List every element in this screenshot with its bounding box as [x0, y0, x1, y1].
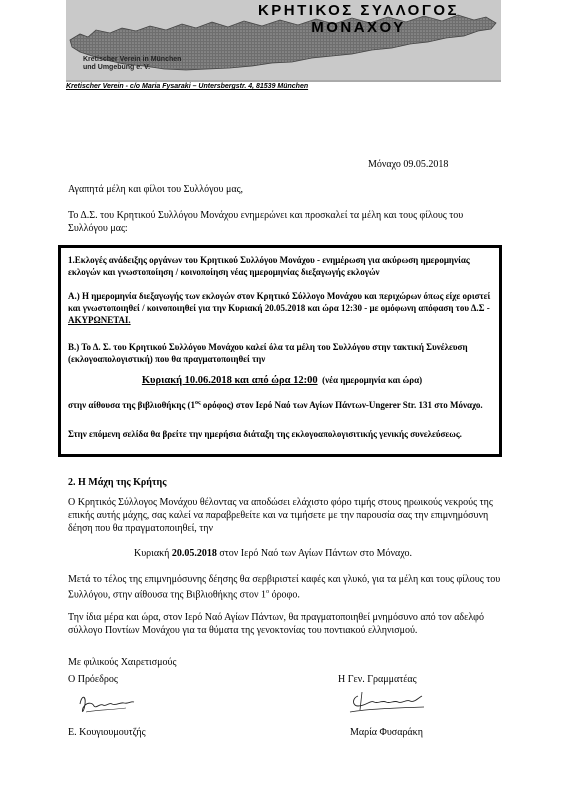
section-2-title: 2. Η Μάχη της Κρήτης — [68, 477, 167, 488]
president-signature-icon — [76, 690, 136, 720]
header-banner — [66, 0, 501, 82]
new-date-line — [68, 374, 496, 387]
memorial-date: 20.05.2018 — [171, 548, 217, 559]
meeting-place-part-1: στην αίθουσα της βιβλιοθήκης (1 — [68, 400, 196, 410]
box-heading: 1.Εκλογές ανάδειξης οργάνων του Κρητικού Συλλόγου Μονάχου - ενημέρωση για ακύρωση ημερομηνίας εκλογών και γνωστοποίηση / κοινοποίηση νέας ημερομηνίας διεξαγωγής εκλογών — [68, 255, 470, 277]
closing-greeting: Με φιλικούς Χαιρετισμούς — [68, 657, 177, 668]
association-subtitle — [83, 56, 181, 72]
section-2-date-line — [134, 547, 412, 560]
new-date: Κυριακή 10.06.2018 και από ώρα 12:00 — [141, 375, 318, 386]
date-line-place: στον Ιερό Ναό των Αγίων Πάντων στο Μόναχο. — [216, 548, 412, 559]
cancel-label: ΑΚΥΡΩΝΕΤΑΙ. — [68, 315, 131, 325]
sender-address: Kretischer Verein - c/o Maria Fysaraki – Untersbergstr. 4, 81539 München — [66, 83, 309, 90]
date-line-day: Κυριακή — [134, 548, 172, 559]
subtitle-line-2: und Umgebung e. V. — [83, 64, 151, 71]
notice-a — [68, 290, 496, 326]
president-name: Ε. Κουγιουμουτζής — [68, 727, 146, 738]
subtitle-line-1: Kretischer Verein in München — [83, 56, 182, 63]
secretary-role: Η Γεν. Γραμματέας — [338, 674, 417, 685]
intro-paragraph: Το Δ.Σ. του Κρητικού Συλλόγου Μονάχου ενημερώνει και προσκαλεί τα μέλη και τους φίλους του Συλλόγου μας: — [68, 210, 464, 234]
paragraph-3-end: όροφο. — [269, 589, 300, 601]
letter-date: Μόναχο 09.05.2018 — [368, 159, 449, 170]
president-role: Ο Πρόεδρος — [68, 674, 118, 685]
secretary-signature-icon — [344, 688, 426, 722]
next-page-note: Στην επόμενη σελίδα θα βρείτε την ημερήσια διάταξη της εκλογοαπολογισιτικής γενικής συνελεύσεως. — [68, 429, 462, 439]
association-title: ΚΡΗΤΙΚΟΣ ΣΥΛΛΟΓΟΣ ΜΟΝΑΧΟΥ — [257, 2, 460, 36]
election-notice-box — [58, 245, 502, 457]
notice-b: Β.) Το Δ. Σ. του Κρητικού Συλλόγου Μονάχου καλεί όλα τα μέλη του Συλλόγου στην τακτική Συνέλευση (εκλογοαπολογιστική) που θα πραγματοποιηθεί την — [68, 342, 468, 364]
greeting: Αγαπητά μέλη και φίλοι του Συλλόγου μας, — [68, 184, 244, 195]
floor-superscript-2: ο — [266, 589, 270, 595]
secretary-name: Μαρία Φυσαράκη — [350, 727, 423, 738]
new-date-note: (νέα ημερομηνία και ώρα) — [322, 375, 423, 385]
section-2-paragraph-1: Ο Κρητικός Σύλλογος Μονάχου θέλοντας να αποδώσει ελάχιστο φόρο τιμής στους ηρωικούς νεκρούς της επικής αυτής μάχης, σας καλεί να παραβρεθείτε και να τιμήσετε με την παρουσία σας την επιμνημόσυνη δέηση που θα πραγματοποιηθεί, την — [68, 497, 493, 534]
meeting-place-part-2: ορόφος) στον Ιερό Ναό των Αγίων Πάντων-Ungerer Str. 131 στο Μόναχο. — [200, 400, 483, 410]
floor-superscript: ος — [195, 400, 201, 406]
section-2-paragraph-3 — [68, 573, 510, 601]
meeting-place — [68, 397, 496, 411]
section-2-paragraph-4: Την ίδια μέρα και ώρα, στον Ιερό Ναό Αγίων Πάντων, θα πραγματοποιηθεί μνημόσυνο από τον αδελφό σύλλογο Ποντίων Μονάχου για τα θύματα της γενοκτονίας του ποντιακού ελληνισμού. — [68, 612, 484, 636]
paragraph-3-text: Μετά το τέλος της επιμνημόσυνης δέησης θα σερβιριστεί καφές και γλυκό, για τα μέλη και τους φίλους του Συλλόγου, στην αίθουσα της Βιβλιοθήκης στον 1 — [68, 574, 501, 601]
notice-a-text: Α.) Η ημερομηνία διεξαγωγής των εκλογών στον Κρητικό Σύλλογο Μονάχου και περιχώρων όπως είχε οριστεί και γνωστοποιηθεί / κοινοποιηθεί για την Κυριακή 20.05.2018 και ώρα 12:30 - με ομόφωνη απόφαση του Δ.Σ - — [68, 291, 491, 313]
